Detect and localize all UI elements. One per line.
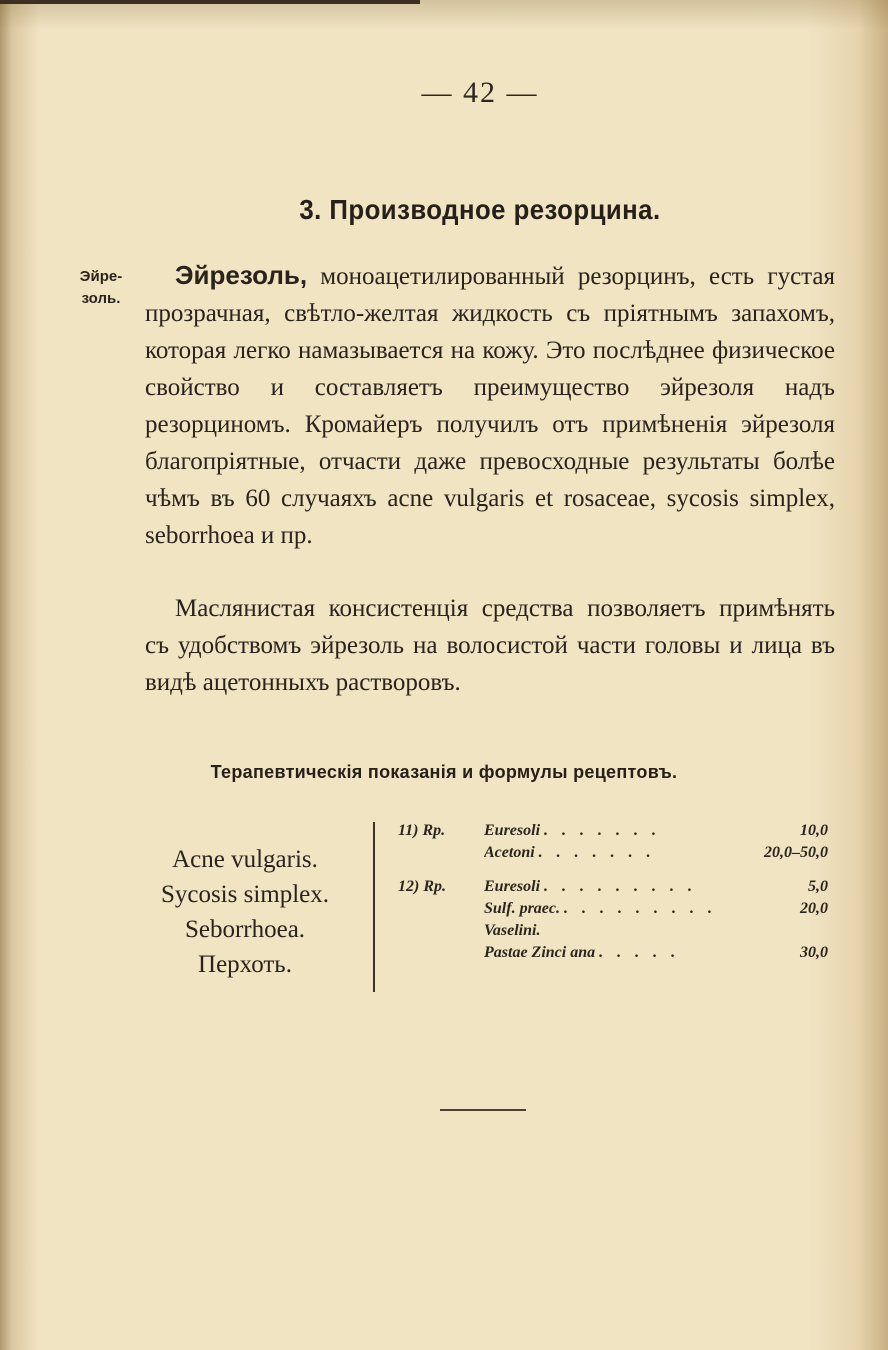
page-number: — 42 — <box>421 76 539 109</box>
paragraph-2: Маслянистая консистенція средства позволяетъ примѣнять съ удобствомъ эйрезоль на волосистой части головы и лица въ видѣ ацетонныхъ растворовъ. <box>145 595 835 696</box>
ingredient-amount: 20,0–50,0 <box>764 844 828 861</box>
indication-item: Sycosis simplex. <box>160 881 330 908</box>
ingredient-amount: 10,0 <box>800 822 828 839</box>
ingredient-name: Acetoni <box>484 844 535 861</box>
recipe-line <box>398 898 828 920</box>
ingredient-amount: 20,0 <box>800 900 828 917</box>
vertical-divider <box>373 822 375 992</box>
leader-dots: . . . . . . . <box>544 822 662 839</box>
paragraph-1-text: моноацетилированный резорцинъ, есть густая прозрачная, свѣтло-желтая жидкость съ пріятнымъ запахомъ, которая легко намазывается на кожу. Это послѣднее физическое свойство и составляетъ преимущество эйрезоля надъ резорциномъ. Кромайеръ получилъ отъ примѣненія эйрезоля благопріятные, отчасти даже превосходные результаты болѣе чѣмъ въ 60 случаяхъ acne vulgaris et rosaceae, sycosis simplex, seborrhoea и пр. <box>145 263 835 549</box>
indication-item: Seborrhoea. <box>184 916 306 943</box>
page-top-edge <box>0 0 420 4</box>
indications-heading: Терапевтическія показанія и формулы рецептовъ. <box>210 762 678 782</box>
recipe-line <box>398 876 828 898</box>
recipe-line <box>398 842 828 864</box>
ingredient-name: Vaselini. <box>484 922 541 939</box>
recipe-number: 12) Rp. <box>398 878 446 895</box>
ingredient-amount: 5,0 <box>808 878 828 895</box>
recipe-line <box>398 820 828 842</box>
ingredient-name: Euresoli <box>484 822 541 839</box>
recipe-number: 11) Rp. <box>398 822 446 839</box>
indication-item: Acne vulgaris. <box>172 846 318 873</box>
margin-note-line: золь. <box>81 290 121 307</box>
margin-note <box>66 266 136 310</box>
section-title: 3. Производное резорцина. <box>299 194 661 225</box>
paragraph-1 <box>145 257 835 554</box>
indication-item: Перхоть. <box>198 951 292 978</box>
leader-dots: . . . . . . . . . <box>544 878 698 895</box>
recipe-line <box>398 942 828 964</box>
ingredient-amount: 30,0 <box>800 944 828 961</box>
paragraph-1-lead: Эйрезоль, <box>175 260 308 290</box>
ingredient-name: Pastae Zinci ana <box>484 944 596 961</box>
indications-list <box>120 842 370 982</box>
ingredient-name: Euresoli <box>484 878 541 895</box>
margin-note-line: Эйре- <box>79 268 123 285</box>
end-rule <box>440 1109 526 1111</box>
leader-dots: . . . . . . . . . <box>564 900 717 917</box>
recipe-list <box>398 820 828 964</box>
recipe-line <box>398 920 828 942</box>
ingredient-name: Sulf. praec. <box>484 900 560 917</box>
leader-dots: . . . . . . . <box>538 844 656 861</box>
leader-dots: . . . . . <box>599 944 681 961</box>
